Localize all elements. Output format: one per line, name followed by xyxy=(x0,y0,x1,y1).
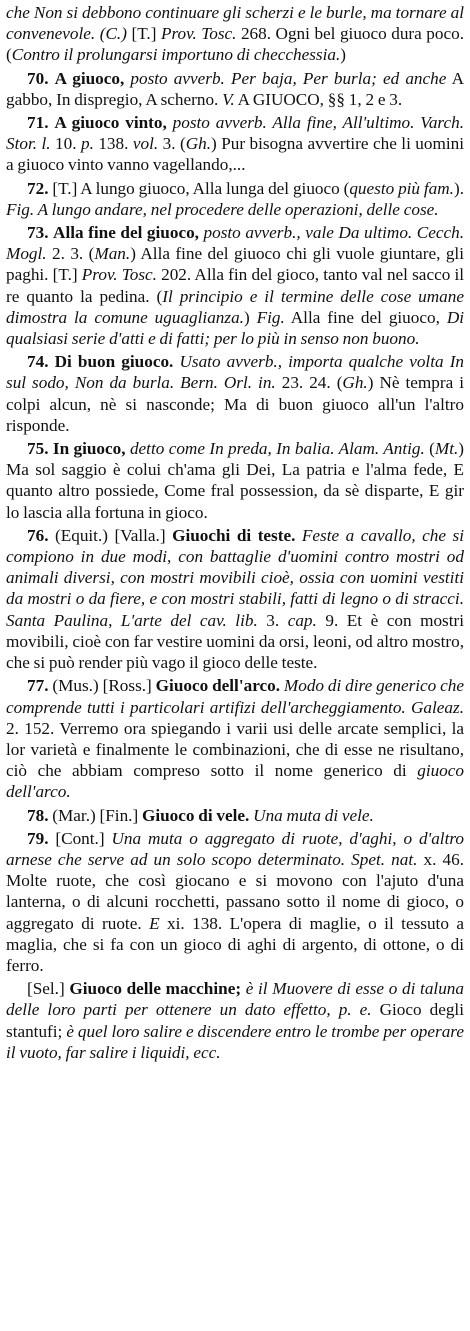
italic-text: Di qualsiasi serie d'atti e di fatti; per lo più in senso non buono. xyxy=(6,307,464,349)
entry-75 xyxy=(6,438,464,523)
entry-text: A gabbo, In dispregio, A scherno. xyxy=(6,68,464,109)
entry-headword: A giuoco, xyxy=(54,68,125,88)
entry-text: 2. 3. ( xyxy=(46,244,95,264)
entry-text: ( xyxy=(424,439,435,459)
entry-headword: Alla fine del giuoco, xyxy=(53,223,199,243)
entry-number: 76. xyxy=(27,525,49,545)
italic-text: detto come In preda, In balia. Alam. Antig. xyxy=(125,439,425,459)
italic-text: Fig. A lungo andare, nel procedere delle operazioni, delle cose. xyxy=(6,199,439,219)
entry-cont xyxy=(6,2,464,66)
entry-72 xyxy=(6,178,464,220)
italic-text: cap. xyxy=(287,610,317,630)
entry-number: 77. xyxy=(27,676,49,696)
italic-text: Feste a cavallo, che si compiono in due modi, con battaglie d'uomini contro mostri od animali diversi, con mostri movibili cioè, ossia con uomini vestiti da mostri o da fiere, e con mostri stabili, fatti di legno o di stracci. Santa Paulina, L'arte del cav. lib. xyxy=(6,525,464,630)
entry-headword: Giuoco dell'arco. xyxy=(155,676,281,696)
entry-text: 138. xyxy=(93,134,133,154)
entry-text: ) xyxy=(243,307,257,327)
entry-text: ) Ma sol saggio è colui ch'ama gli Dei, La patria e l'alma fede, E quanto altro possiede, Come fral possession, da sè disparte, E gir lo lascia alla fortuna in gioco. xyxy=(6,439,465,522)
italic-text: Modo di dire generico che comprende tutti i particolari artifizi dell'archeggiamento. Galeaz. xyxy=(6,676,464,717)
entry-text: Gioco degli stantufi; xyxy=(6,1000,464,1041)
entry-text: 23. 24. ( xyxy=(275,373,343,393)
italic-text: posto avverb., vale Da ultimo. Cecch. Mogl. xyxy=(6,223,465,264)
entry-text: [T.] xyxy=(126,24,161,44)
entry-text: [T.] A lungo giuoco, Alla lunga del giuoco ( xyxy=(52,178,350,198)
entry-text: (Mar.) [Fin.] xyxy=(52,805,142,825)
italic-text: posto avverb. Alla fine, All'ultimo. Varch. Stor. l. xyxy=(6,113,464,154)
entry-70 xyxy=(6,68,464,110)
entry-text: x. 46. Molte ruote, che così giocano e si movono con l'ajuto d'una lanterna, o di alcuni rocchetti, passano sotto il nome di gioco, o aggregato di ruote. xyxy=(6,849,464,933)
entry-text: [Cont.] xyxy=(55,828,112,848)
entry-number: 75. xyxy=(27,439,49,459)
italic-text: giuoco dell'arco. xyxy=(6,761,464,802)
entry-text: ). xyxy=(453,178,465,198)
italic-text: Il principio e il termine delle cose umane dimostra la comune uguaglianza. xyxy=(6,286,464,327)
entry-text: ) Pur bisogna avvertire che li uomini a giuoco vinto vanno vagellando,... xyxy=(6,134,464,175)
entry-text: 3. xyxy=(257,610,288,630)
entry-number: 70. xyxy=(27,68,49,88)
entry-text: 202. Alla fin del gioco, tanto val nel sacco il re quanto la pedina. ( xyxy=(6,265,465,306)
entry-text: 3. ( xyxy=(158,134,186,154)
entry-79b xyxy=(6,978,464,1063)
entry-79 xyxy=(6,828,464,976)
entry-77 xyxy=(6,675,464,802)
entry-73 xyxy=(6,222,464,349)
italic-text: Usato avverb., importa qualche volta In sul sodo, Non da burla. Bern. Orl. in. xyxy=(6,352,465,393)
entry-number: 71. xyxy=(27,113,49,133)
entry-headword: In giuoco, xyxy=(52,439,126,459)
entry-number: 79. xyxy=(27,828,49,848)
italic-text: Gh. xyxy=(185,134,212,154)
italic-text: Contro il prolungarsi importuno di checchessia. xyxy=(11,45,341,65)
entry-number: 78. xyxy=(27,805,49,825)
italic-text: p. xyxy=(80,134,94,154)
entry-number: 72. xyxy=(27,178,49,198)
entry-text: (Equit.) [Valla.] xyxy=(55,525,173,545)
entry-text: 2. 152. Verremo ora spiegando i varii usi delle arcate semplici, la lor varietà e finalmente le combinazioni, che di esse ne risultano, ciò che abbiam compreso sotto il nome generico di xyxy=(6,718,464,781)
entry-text: A GIUOCO, §§ 1, 2 e 3. xyxy=(234,89,403,109)
entry-headword: A giuoco vinto, xyxy=(54,113,167,133)
entry-text: [Sel.] xyxy=(27,979,70,999)
entry-headword: Giuoco delle macchine; xyxy=(69,979,242,999)
entry-74 xyxy=(6,351,464,436)
italic-text: questo più fam. xyxy=(349,178,454,198)
italic-text: Una muta o aggregato di ruote, d'aghi, o d'altro arnese che serve ad un solo scopo determinato. Spet. nat. xyxy=(6,828,464,869)
entry-text: 268. Ogni bel giuoco dura poco. ( xyxy=(6,24,465,65)
italic-text: vol. xyxy=(132,134,159,154)
entry-headword: Giuoco di vele. xyxy=(141,805,250,825)
entry-text: ) Nè tempra i colpi alcun, nè si nasconde; Ma di buon giuoco all'un l'altro risponde. xyxy=(6,373,464,435)
entry-headword: Giuochi di teste. xyxy=(172,525,296,545)
italic-text: che Non si debbono continuare gli scherzi e le burle, ma tornare al convenevole. (C.) xyxy=(6,3,464,44)
entry-text: xi. 138. L'opera di maglie, o il tessuto a maglia, che si fa con un gioco di aghi di argento, di ottone, o di ferro. xyxy=(6,913,464,975)
italic-text: Prov. Tosc. xyxy=(81,265,157,285)
italic-text: è il Muovere di esse o di taluna delle loro parti per ottenere un dato effetto, p. e. xyxy=(6,979,464,1020)
entry-text: 10. xyxy=(50,134,81,154)
italic-text: posto avverb. Per baja, Per burla; ed anche xyxy=(124,68,447,88)
italic-text: Fig. xyxy=(256,307,285,327)
entry-text: 9. Et è con mostri movibili, cioè con far vestire uomini da orsi, leoni, od altro mostro, che si può render più vago il gioco delle teste. xyxy=(6,610,464,673)
entry-text: Alla fine del giuoco, xyxy=(284,307,447,327)
entry-71 xyxy=(6,112,464,176)
entry-text: ) Alla fine del giuoco chi gli vuole giuntare, gli paghi. [T.] xyxy=(6,244,464,285)
entry-78 xyxy=(6,805,464,826)
italic-text: Man. xyxy=(94,244,131,264)
entry-number: 73. xyxy=(27,223,49,243)
entry-text: ) xyxy=(340,45,346,65)
italic-text: Prov. Tosc. xyxy=(160,24,237,44)
italic-text: Una muta di vele. xyxy=(249,805,374,825)
italic-text: E xyxy=(149,913,160,933)
entry-76 xyxy=(6,525,464,673)
italic-text: Gh. xyxy=(342,373,368,393)
italic-text: Mt. xyxy=(434,439,459,459)
entry-text: (Mus.) [Ross.] xyxy=(52,676,156,696)
italic-text: è quel loro salire e discendere entro le trombe per operare il vuoto, far salire i liquidi, ecc. xyxy=(6,1021,464,1062)
italic-text: V. xyxy=(222,89,235,109)
entry-number: 74. xyxy=(27,352,49,372)
entry-headword: Di buon giuoco. xyxy=(54,352,174,372)
